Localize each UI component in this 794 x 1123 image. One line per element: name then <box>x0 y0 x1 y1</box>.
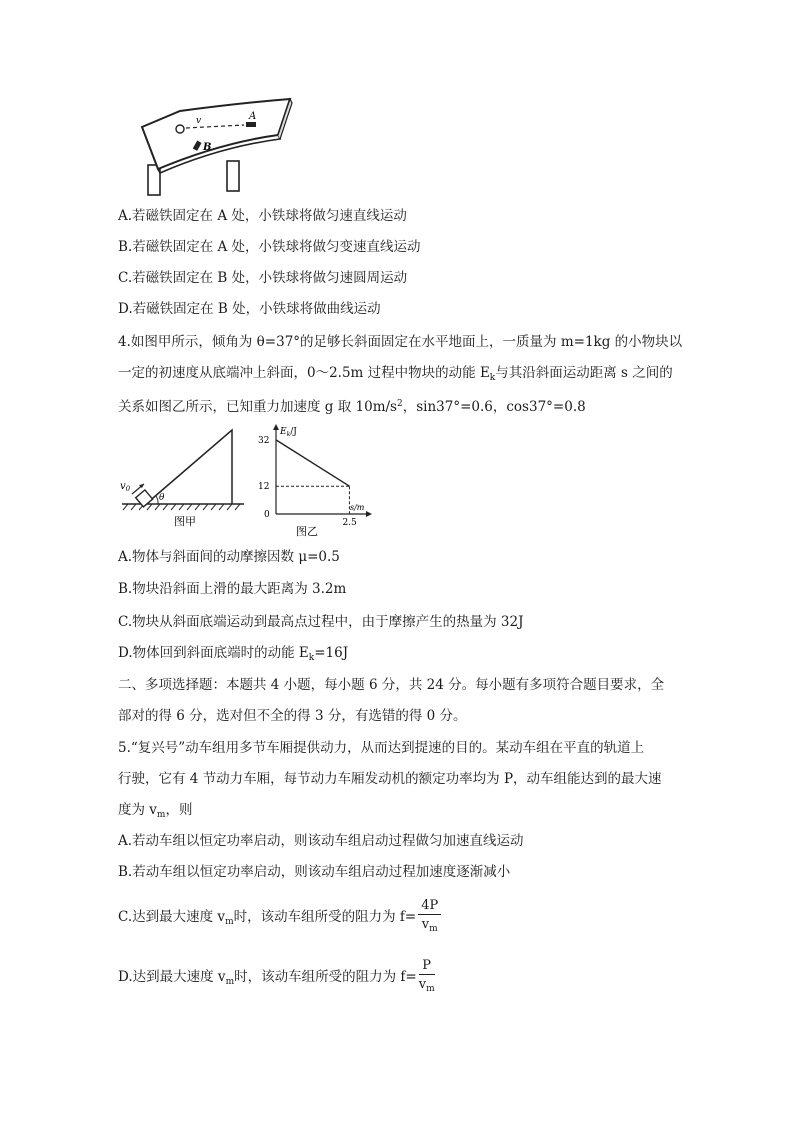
q4-figure-jia <box>118 424 248 536</box>
v0-label: $v_0$ <box>120 481 131 493</box>
label-a: A <box>249 111 257 122</box>
label-b: B <box>203 142 212 153</box>
theta-label: θ <box>159 493 165 503</box>
q5-option-a: A.若动车组以恒定功率启动，则该动车组启动过程做匀加速直线运动 <box>118 833 524 849</box>
label-v: v <box>196 116 202 126</box>
y-tick-12: 12 <box>258 482 270 493</box>
fraction-p-vm: $\frac{P}{v_m}$ <box>418 958 435 994</box>
section2-line1: 二、多项选择题：本题共 4 小题，每小题 6 分，共 24 分。每小题有多项符合题目要求，全 <box>118 677 665 693</box>
q5-stem-line2: 行驶，它有 4 节动力车厢，每节动力车厢发动机的额定功率均为 P，动车组能达到的最大速 <box>118 771 662 787</box>
magnet-a <box>246 122 256 127</box>
table-leg-right <box>227 161 239 191</box>
x-tick-25: 2.5 <box>342 518 357 528</box>
q3-table-figure <box>140 95 300 197</box>
q4-option-d: D.物体回到斜面底端时的动能 $E_k=16J$ <box>118 645 349 663</box>
q4-stem-line1: 4.如图甲所示，倾角为 θ=37°的足够长斜面固定在水平地面上，一质量为 m=1kg 的小物块以 <box>118 334 683 350</box>
caption-jia: 图甲 <box>174 515 196 528</box>
x-axis-label: s/m <box>350 503 365 512</box>
table-top <box>142 99 290 169</box>
caption-yi: 图乙 <box>296 525 318 538</box>
q3-option-c: C.若磁铁固定在 B 处，小铁球将做匀速圆周运动 <box>118 270 408 286</box>
q5-option-d: D.达到最大速度 $v_m$时，该动车组所受的阻力为 f= $\frac{P}{v_m}$ <box>118 958 435 997</box>
q5-stem-line3: 度为 $v_m$，则 <box>118 802 193 820</box>
q5-stem-line1: 5.“复兴号”动车组用多节车厢提供动力，从而达到提速的目的。某动车组在平直的轨道上 <box>118 740 645 756</box>
q3-option-d: D.若磁铁固定在 B 处，小铁球将做曲线运动 <box>118 301 381 317</box>
q4-option-b: B.物块沿斜面上滑的最大距离为 3.2m <box>118 581 347 597</box>
q4-stem-line3: 关系如图乙所示，已知重力加速度 g 取 $10m/s^2$，sin37°=0.6，cos37°=0.8 <box>118 399 586 415</box>
q4-option-a: A.物体与斜面间的动摩擦因数 μ=0.5 <box>118 549 340 565</box>
q3-option-b: B.若磁铁固定在 A 处，小铁球将做匀变速直线运动 <box>118 239 421 255</box>
q5-option-c: C.达到最大速度 $v_m$时，该动车组所受的阻力为 f= $\frac{4P}{v_m}$ <box>118 898 441 937</box>
q5-option-b: B.若动车组以恒定功率启动，则该动车组启动过程加速度逐渐减小 <box>118 864 511 880</box>
y-axis-label: $E_k/J$ <box>280 427 297 438</box>
origin-label: 0 <box>264 510 270 520</box>
y-tick-32: 32 <box>258 435 270 446</box>
q3-option-a: A.若磁铁固定在 A 处，小铁球将做匀速直线运动 <box>118 208 407 224</box>
q4-figure-yi <box>254 420 378 538</box>
ek-data-line <box>276 440 349 486</box>
fraction-4p-vm: $\frac{4P}{v_m}$ <box>418 898 441 937</box>
q4-stem-line2: 一定的初速度从底端冲上斜面，0～2.5m 过程中物块的动能 $E_k$与其沿斜面运动距离 s 之间的 <box>118 365 673 383</box>
iron-ball <box>176 125 184 133</box>
q4-option-c: C.物块从斜面底端运动到最高点过程中，由于摩擦产生的热量为 32J <box>118 614 524 630</box>
section2-line2: 部对的得 6 分，选对但不全的得 3 分，有选错的得 0 分。 <box>118 708 467 724</box>
